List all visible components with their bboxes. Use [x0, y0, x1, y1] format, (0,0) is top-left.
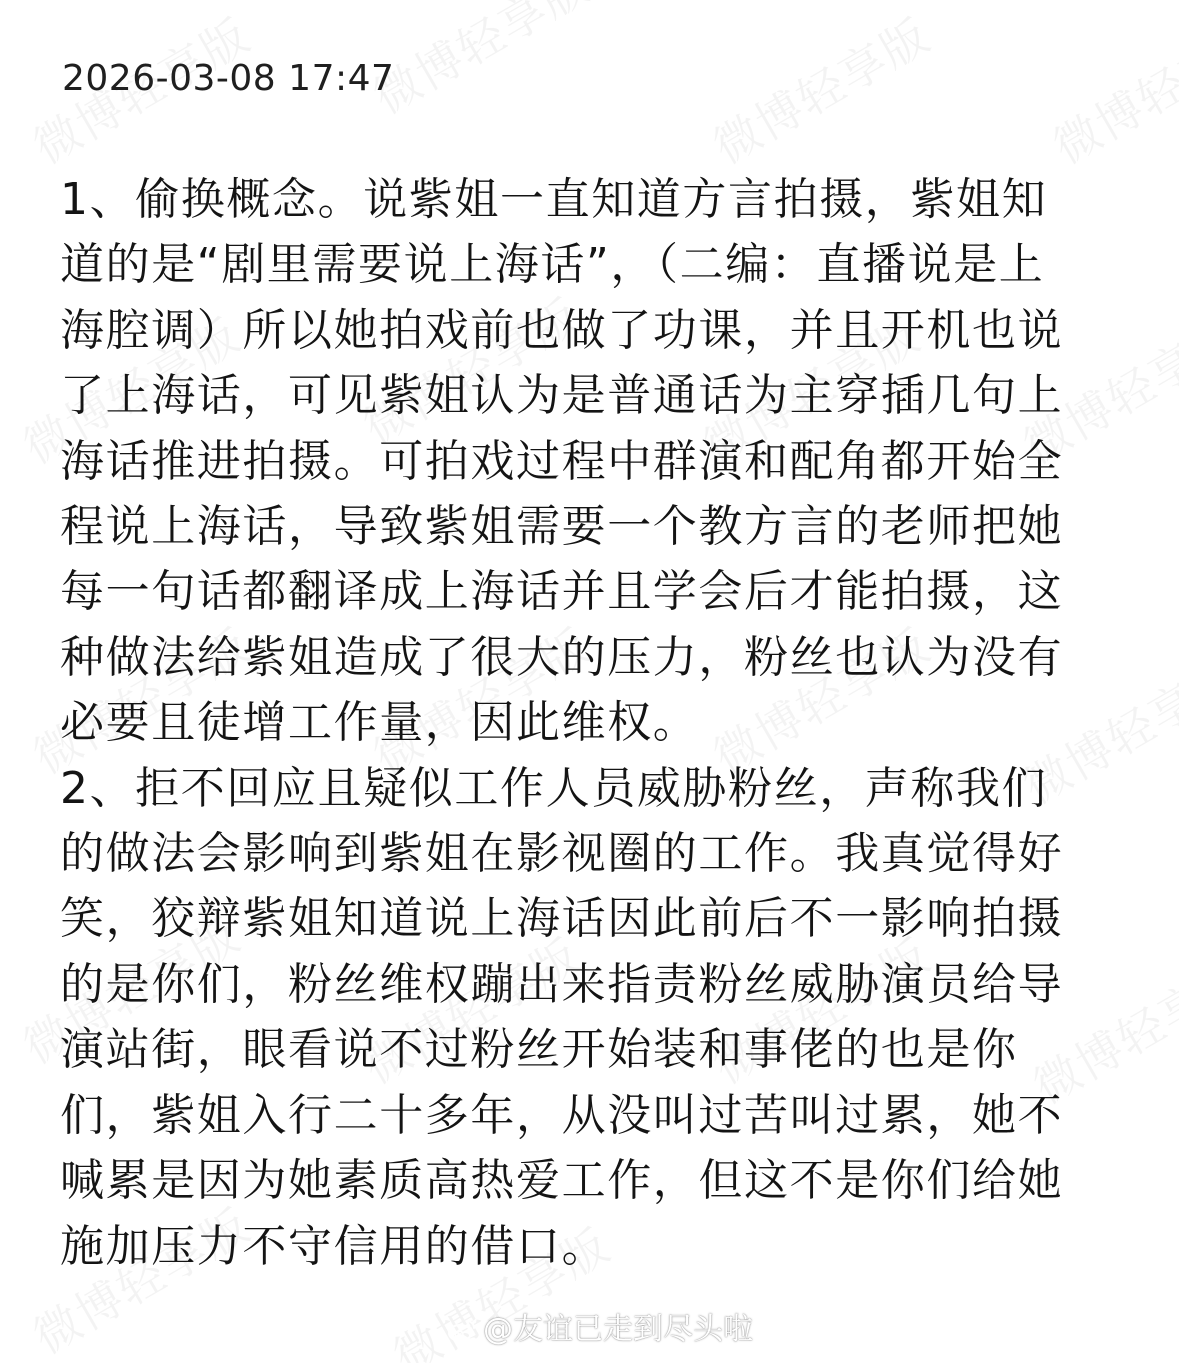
watermark-text — [700, 0, 941, 177]
author-name: @友谊已走到尽头啦 — [483, 1312, 753, 1347]
watermark-text — [1040, 0, 1179, 177]
weibo-icon — [447, 1315, 477, 1345]
paragraph-1: 1、偷换概念。说紫姐一直知道方言拍摄，紫姐知 道的是“剧里需要说上海话”，（二编：直播说是上 海腔调）所以她拍戏前也做了功课，并且开机也说 了上海话，可见紫姐认为是普通话为主穿插几句上 海话推进拍摄。可拍戏过程中群演和配角都开始全 程说上海话，导致紫姐需要一个教方言的老师把她 每一句话都翻译成上海话并且学会后才能拍摄，这 种做法给紫姐造成了很大的压力，粉丝也认为没有 必要且徒增工作量，因此维权。 — [60, 174, 1064, 749]
author-credit — [447, 1310, 753, 1350]
note-body — [60, 167, 1122, 1279]
paragraph-2: 2、拒不回应且疑似工作人员威胁粉丝，声称我们 的做法会影响到紫姐在影视圈的工作。我真觉得好 笑，狡辩紫姐知道说上海话因此前后不一影响拍摄 的是你们，粉丝维权蹦出来指责粉丝威胁演员给导 演站街，眼看说不过粉丝开始装和事佬的也是你 们，紫姐入行二十多年，从没叫过苦叫过累，她不 喊累是因为她素质高热爱工作，但这不是你们给她 施加压力不守信用的借口。 — [60, 762, 1064, 1272]
watermark-text — [360, 0, 601, 127]
post-timestamp: 2026-03-08 17:47 — [62, 58, 395, 99]
